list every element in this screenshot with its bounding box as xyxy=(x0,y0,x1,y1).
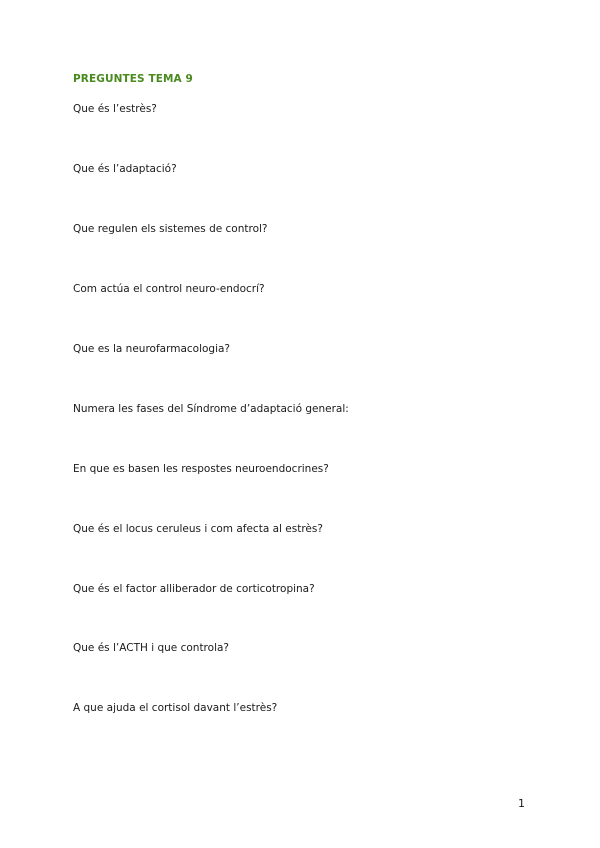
question-3: Que regulen els sistemes de control? xyxy=(73,223,268,235)
question-9: Que és el factor alliberador de corticotropina? xyxy=(73,583,315,595)
page-number: 1 xyxy=(518,797,525,810)
question-10: Que és l’ACTH i que controla? xyxy=(73,642,229,654)
question-11: A que ajuda el cortisol davant l’estrès? xyxy=(73,702,278,714)
question-7: En que es basen les respostes neuroendocrines? xyxy=(73,463,329,475)
question-6: Numera les fases del Síndrome d’adaptació general: xyxy=(73,403,349,415)
question-5: Que es la neurofarmacologia? xyxy=(73,343,231,355)
question-4: Com actúa el control neuro-endocrí? xyxy=(73,283,265,295)
question-2: Que és l’adaptació? xyxy=(73,163,177,175)
question-1: Que és l’estrès? xyxy=(73,103,157,115)
question-8: Que és el locus ceruleus i com afecta al estrès? xyxy=(73,523,323,535)
page-title: PREGUNTES TEMA 9 xyxy=(73,73,193,85)
